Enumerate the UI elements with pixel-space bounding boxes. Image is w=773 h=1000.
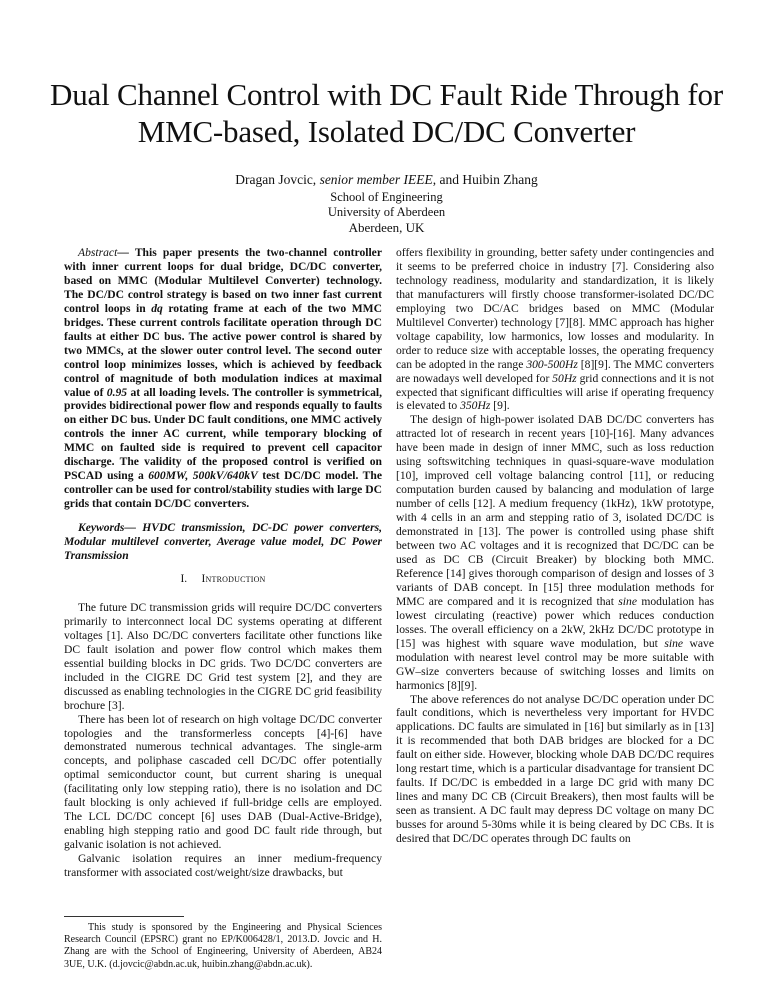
abstract-dash: — — [117, 246, 135, 259]
keywords — [64, 521, 382, 563]
author-secondary: , and Huibin Zhang — [432, 172, 538, 187]
right-p2-text-3: wave modulation with nearest level control may be more suitable with GW–size converters because of switching losses and limits on harmonics [8][9]. — [396, 636, 714, 692]
left-column — [64, 246, 382, 880]
abstract-label: Abstract — [78, 246, 118, 259]
abstract-value: 0.95 — [106, 385, 128, 399]
abstract-text-4: test DC/DC model. The controller can be used for control/stability studies with large DC grids that contain DC/DC converters. — [64, 469, 382, 511]
paper-title: Dual Channel Control with DC Fault Ride Through for MMC-based, Isolated DC/DC Converter — [50, 77, 723, 149]
keywords-text: — HVDC transmission, DC-DC power converters, Modular multilevel converter, Average value model, DC Power Transmission — [64, 521, 382, 563]
right-p2-text-2: modulation has lowest circulating (reactive) power which reduces conduction losses. The overall efficiency on a 2kW, 2kHz DC/DC prototype in [15] was highest with square wave modulation, but — [396, 594, 714, 650]
abstract-text-2: rotating frame at each of the two MMC bridges. These current controls facilitate operation through DC faults at either DC bus. The active power control is shared by two MMCs, at the slower outer control level. The second outer control loop minimizes losses, which is achieved by feedback control of magnitude of both modulation indices at maximal value of — [64, 301, 382, 399]
right-p1-freq-3: 350Hz — [460, 399, 491, 413]
right-p1-text-2: [8][9]. The MMC converters are nowadays well developed for — [396, 357, 714, 385]
affiliation-city: Aberdeen, UK — [348, 220, 425, 235]
section-heading — [64, 573, 382, 587]
affiliation — [0, 190, 773, 235]
intro-paragraph-1: The future DC transmission grids will require DC/DC converters primarily to interconnect local DC systems operating at different voltages [1]. Also DC/DC converters facilitate other functions like DC fault isolation and power flow control which makes them essential building blocks in DC grids. Two DC/DC converters are included in the CIGRE DC Grid test system [2], and they are discussed as enabling technologies in the CIGRE DC grid feasibility brochure [3]. — [64, 600, 382, 712]
abstract-text-1: This paper presents the two-channel controller with inner current loops for dual bridge, DC/DC converter, based on MMC (Modular Multilevel Converter) technology. The DC/DC control strategy is based on two inner fast current control loops in — [64, 246, 382, 315]
right-paragraph-1 — [396, 246, 714, 413]
author-line — [0, 171, 773, 188]
right-p2-sine-2: sine — [664, 636, 684, 650]
footnote-rule — [64, 916, 184, 917]
right-p2-sine-1: sine — [618, 594, 637, 608]
right-paragraph-3: The above references do not analyse DC/DC operation under DC fault conditions, which is nevertheless very important for HVDC applications. DC faults are simulated in [16] but similarly as in [13] it is recommended that both DAB bridges are blocked for a DC fault on either side. However, blocking whole DAB DC/DC requires long restart time, which is a particular disadvantage for transient DC faults. If DC/DC is embedded in a large DC grid with many DC lines and many DC CB (Circuit Breakers), then most faults will be seen as transient. A DC fault may depress DC voltage on many DC busses for around 5-30ms while it is being cleared by DC CBs. It is desired that DC/DC operates through DC faults on — [396, 692, 714, 846]
author-role: senior member IEEE — [319, 172, 433, 187]
right-p1-text-3: grid connections and it is not expected that significant difficulties will arise if operating frequency is elevated to — [396, 371, 714, 413]
right-p1-text-4: [9]. — [490, 399, 510, 413]
footnote — [64, 916, 382, 971]
author-primary: Dragan Jovcic, — [235, 172, 320, 187]
abstract-model: 600MW, 500kV/640kV — [148, 469, 258, 483]
keywords-label: Keywords — [78, 521, 125, 535]
right-paragraph-2 — [396, 413, 714, 692]
right-p1-freq-1: 300-500Hz — [526, 357, 578, 371]
affiliation-school: School of Engineering — [330, 190, 443, 204]
section-number: I. — [180, 572, 188, 585]
abstract-dq: dq — [151, 301, 163, 315]
affiliation-university: University of Aberdeen — [327, 205, 446, 219]
intro-paragraph-3: Galvanic isolation requires an inner medium-frequency transformer with associated cost/weight/size drawbacks, but — [64, 852, 382, 880]
abstract — [64, 246, 382, 511]
footnote-text: This study is sponsored by the Engineering and Physical Sciences Research Council (EPSRC) grant no EP/K006428/1, 2013.D. Jovcic and H. Zhang are with the School of Engineering, University of Aberdeen, AB24 3UE, U.K. (d.jovcic@abdn.ac.uk, huibin.zhang@abdn.ac.uk). — [64, 922, 382, 970]
intro-paragraph-2: There has been lot of research on high voltage DC/DC converter topologies and the transformerless concepts [4]-[6] have demonstrated numerous technical advantages. The single-arm concepts, and poliphase cascaded cell DC/DC offer potentially optimal semiconductor count, but current sharing is unequal (facilitating only low stepping ratio), there is no isolation and DC fault blocking is only achieved if full-bridge cells are employed. The LCL DC/DC concept [6] uses DAB (Dual-Active-Bridge), enabling high stepping ratio and good DC fault ride through, but galvanic isolation is not achieved. — [64, 712, 382, 852]
abstract-text-3: at all loading levels. The controller is symmetrical, provides bidirectional power flow and responds equally to faults on either DC bus. Under DC fault conditions, one MMC actively controls the inner AC current, while temporary blocking of MMC on faulted side is required to prevent cell capacitor discharge. The validity of the proposed control is verified on PSCAD using a — [64, 385, 382, 483]
right-p1-freq-2: 50Hz — [552, 371, 577, 385]
section-title: Introduction — [201, 572, 266, 585]
right-p2-text-1: The design of high-power isolated DAB DC/DC converters has attracted lot of research in recent years [10]-[16]. Many advances have been made in design of inner MMC, such as loss reduction using softswitching techniques in quasi-square-wave modulation [10], improved cell voltage balancing control [11], or reducing computation burden caused by balancing and modulation of large number of cells [12]. A medium frequency (1kHz), 1kW prototype, with 4 cells in an arm and stepping ratio of 3, isolated DC/DC is demonstrated in [13]. The power is controlled using phase shift between two AC voltages and it is recognized that DC/DC can be used as DC CB (Circuit Breaker) by blocking both MMC. Reference [14] gives thorough comparison of design and losses of 3 variants of DAB concept. In [15] three modulation methods for MMC are compared and it is recognized that — [396, 413, 714, 608]
right-p1-text-1: offers flexibility in grounding, better safety under contingencies and it seems to be preferred choice in industry [7]. Considering also technology readiness, modularity and standardization, it is likely that manufacturers will firstly choose transformer-isolated DC/DC employing two DC/AC bridges based on MMC (Modular Multilevel Converter) technology [7][8]. MMC approach has higher voltage capability, low harmonics, low losses and modularity. In order to reduce size with acceptable losses, the operating frequency can be adopted in the range — [396, 246, 714, 371]
right-column — [396, 246, 714, 846]
